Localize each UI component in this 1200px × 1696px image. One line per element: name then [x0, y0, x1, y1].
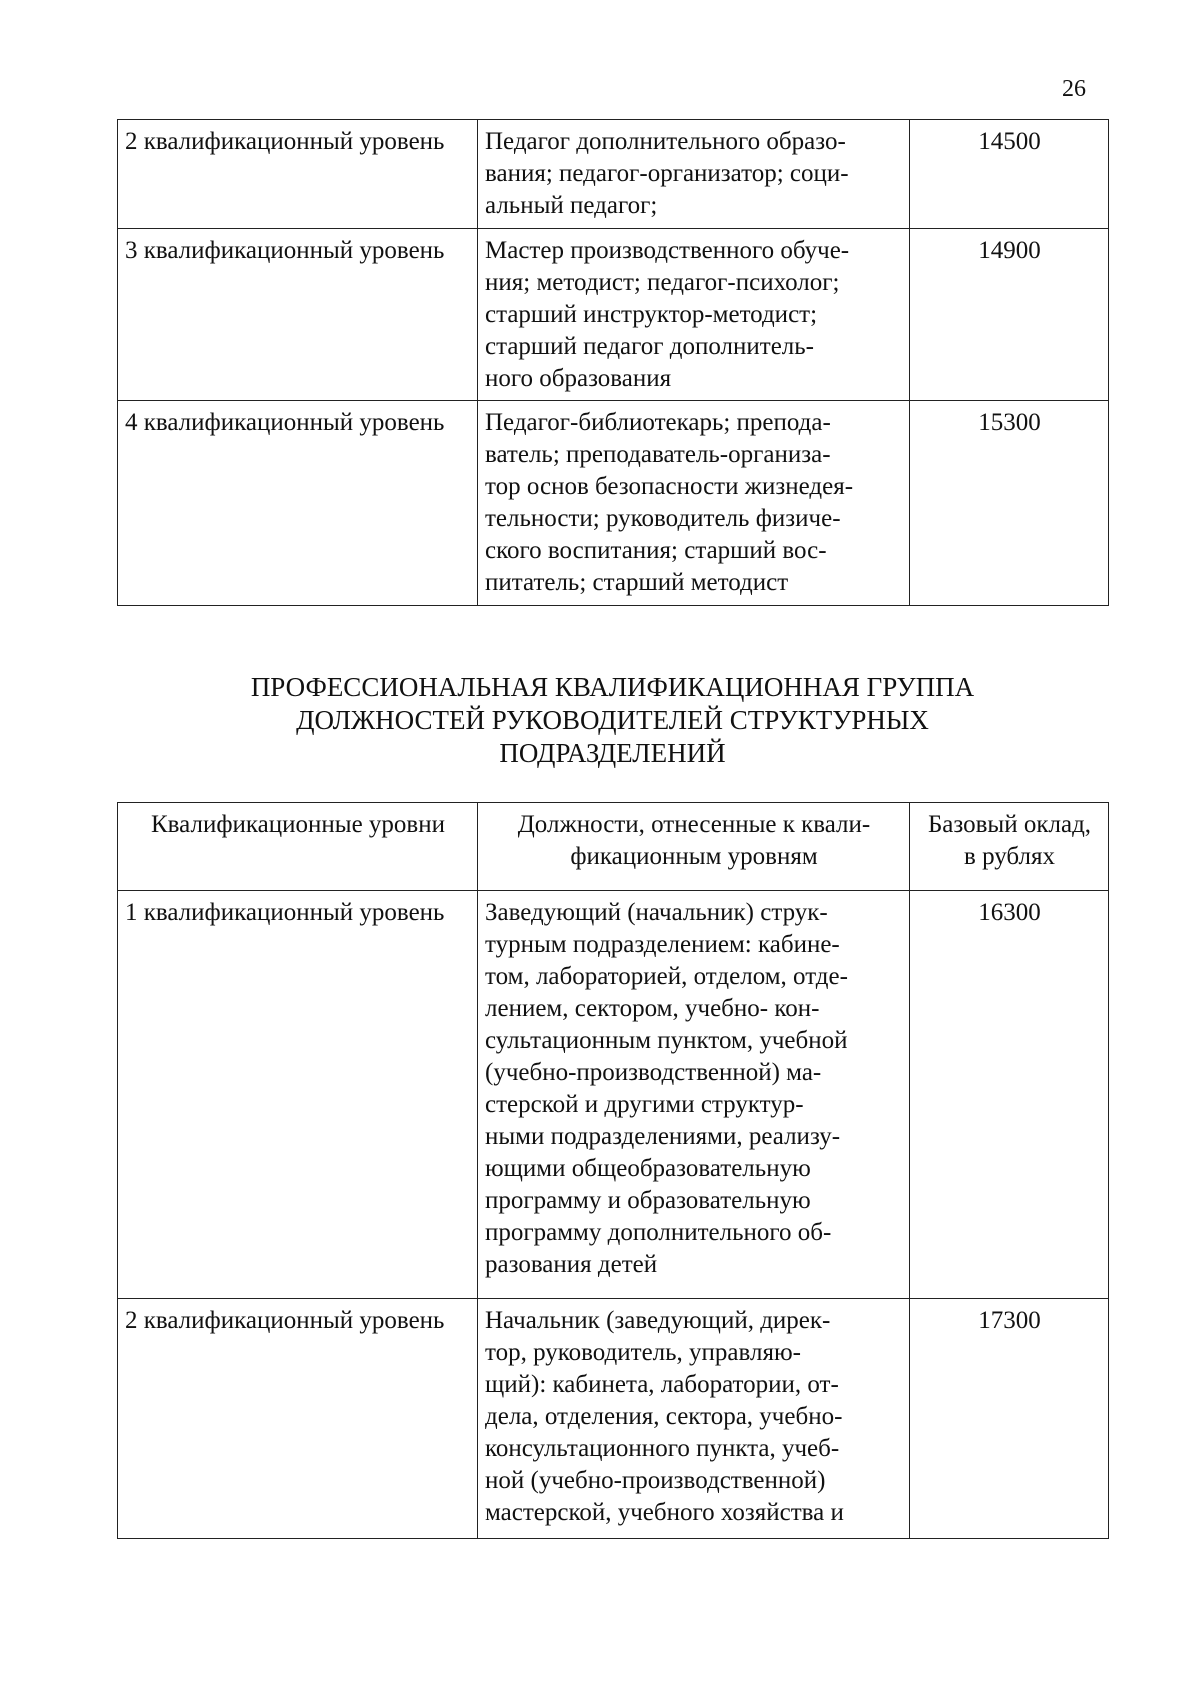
- base-salary-cell: 15300: [910, 401, 1109, 606]
- table-row: [118, 229, 1109, 401]
- header-qualification-levels: Квалификационные уровни: [118, 803, 478, 891]
- qualification-level-cell: 4 квалификационный уровень: [118, 401, 478, 606]
- header-positions: Должности, отнесенные к квали- фикационным уровням: [478, 803, 910, 891]
- table-row: [118, 120, 1109, 229]
- base-salary-cell: 14500: [910, 120, 1109, 229]
- table-header-row: [118, 803, 1109, 891]
- base-salary-cell: 17300: [910, 1299, 1109, 1539]
- table-row: [118, 401, 1109, 606]
- positions-cell: Педагог-библиотекарь; препода- ватель; преподаватель-организа- тор основ безопасности жизнедея- тельности; руководитель физиче- ского воспитания; старший вос- питатель; старший методист: [478, 401, 910, 606]
- salary-table-continued: [117, 119, 1109, 606]
- qualification-level-cell: 1 квалификационный уровень: [118, 891, 478, 1299]
- page-number: 26: [1062, 76, 1086, 102]
- header-base-salary: Базовый оклад, в рублях: [910, 803, 1109, 891]
- positions-cell: Педагог дополнительного образо- вания; педагог-организатор; соци- альный педагог;: [478, 120, 910, 229]
- table-row: [118, 891, 1109, 1299]
- positions-cell: Начальник (заведующий, дирек- тор, руководитель, управляю- щий): кабинета, лаборатории, от- дела, отделения, сектора, учебно- консультационного пункта, учеб- ной (учебно-производственной) мастерской, учебного хозяйства и: [478, 1299, 910, 1539]
- positions-cell: Мастер производственного обуче- ния; методист; педагог-психолог; старший инструктор-методист; старший педагог дополнитель- ного образования: [478, 229, 910, 401]
- salary-table: [117, 802, 1109, 1539]
- qualification-level-cell: 2 квалификационный уровень: [118, 1299, 478, 1539]
- base-salary-cell: 14900: [910, 229, 1109, 401]
- base-salary-cell: 16300: [910, 891, 1109, 1299]
- qualification-level-cell: 2 квалификационный уровень: [118, 120, 478, 229]
- section-heading: ПРОФЕССИОНАЛЬНАЯ КВАЛИФИКАЦИОННАЯ ГРУППА ДОЛЖНОСТЕЙ РУКОВОДИТЕЛЕЙ СТРУКТУРНЫХ ПОДРАЗДЕЛЕНИЙ: [250, 672, 975, 768]
- table-row: [118, 1299, 1109, 1539]
- qualification-level-cell: 3 квалификационный уровень: [118, 229, 478, 401]
- positions-cell: Заведующий (начальник) струк- турным подразделением: кабине- том, лабораторией, отделом, отде- лением, сектором, учебно- кон- сультационным пунктом, учебной (учебно-производственной) ма- стерской и другими структур- ными подразделениями, реализу- ющими общеобразовательную программу и образовательную программу дополнительного об- разования детей: [478, 891, 910, 1299]
